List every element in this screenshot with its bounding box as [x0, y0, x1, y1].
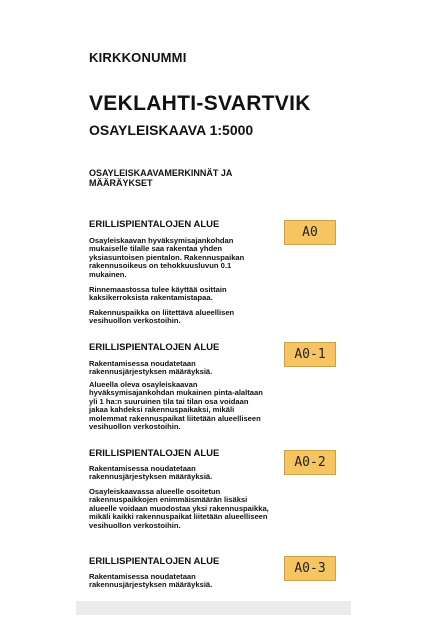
zone-a0-heading: ERILLISPIENTALOJEN ALUE — [89, 219, 220, 230]
municipality-name: KIRKKONUMMI — [89, 50, 187, 65]
plan-title: VEKLAHTI-SVARTVIK — [89, 92, 311, 115]
zone-a0-1-para-1: Rakentamisessa noudatetaan rakennusjärjestyksen määräyksiä. — [89, 359, 213, 377]
footer-bar — [76, 601, 351, 615]
zone-a0-para-1: Osayleiskaavan hyväksymisajankohdan mukaiselle tilalle saa rakentaa yhden yksiasuntoisen pientalon. Rakennuspaikan rakennusoikeus on tehokkuusluvun 0.1 mukainen. — [89, 236, 245, 279]
zone-a0-2-code-box: A0-2 — [284, 450, 336, 475]
zone-a0-3-para-1: Rakentamisessa noudatetaan rakennusjärjestyksen määräyksiä. — [89, 572, 213, 590]
zone-a0-2-para-2: Osayleiskaavassa alueelle osoitetun rakennuspaikkojen enimmäismäärän lisäksi alueelle voidaan muodostaa yksi rakennuspaikka, mikäli kaikki rakennuspaikat liitetään alueelliseen vesihuollon verkostoihin. — [89, 487, 269, 530]
zone-a0-2-para-1: Rakentamisessa noudatetaan rakennusjärjestyksen määräyksiä. — [89, 464, 213, 482]
plan-subtitle: OSAYLEISKAAVA 1:5000 — [89, 122, 254, 138]
zone-a0-2-heading: ERILLISPIENTALOJEN ALUE — [89, 448, 220, 459]
zone-a0-1-heading: ERILLISPIENTALOJEN ALUE — [89, 342, 220, 353]
zone-a0-para-2: Rinnemaastossa tulee käyttää osittain kaksikerroksista rakentamistapaa. — [89, 285, 227, 303]
zone-a0-para-3: Rakennuspaikka on liitettävä alueellisen vesihuollon verkostoihin. — [89, 308, 235, 326]
zone-a0-3-heading: ERILLISPIENTALOJEN ALUE — [89, 556, 220, 567]
legend-heading: OSAYLEISKAAVAMERKINNÄT JA MÄÄRÄYKSET — [89, 168, 233, 188]
zone-a0-1-para-2: Alueella oleva osayleiskaavan hyväksymisajankohdan mukainen pinta-alaltaan yli 1 ha:n suuruinen tila tai tilan osa voidaan jakaa kahdeksi rakennuspaikaksi, mikäli molemmat rakennuspaikat liitetään alueelliseen vesihuollon verkostoihin. — [89, 380, 263, 432]
zone-a0-1-code-box: A0-1 — [284, 342, 336, 367]
zone-a0-code-box: A0 — [284, 220, 336, 245]
zone-a0-3-code-box: A0-3 — [284, 556, 336, 581]
